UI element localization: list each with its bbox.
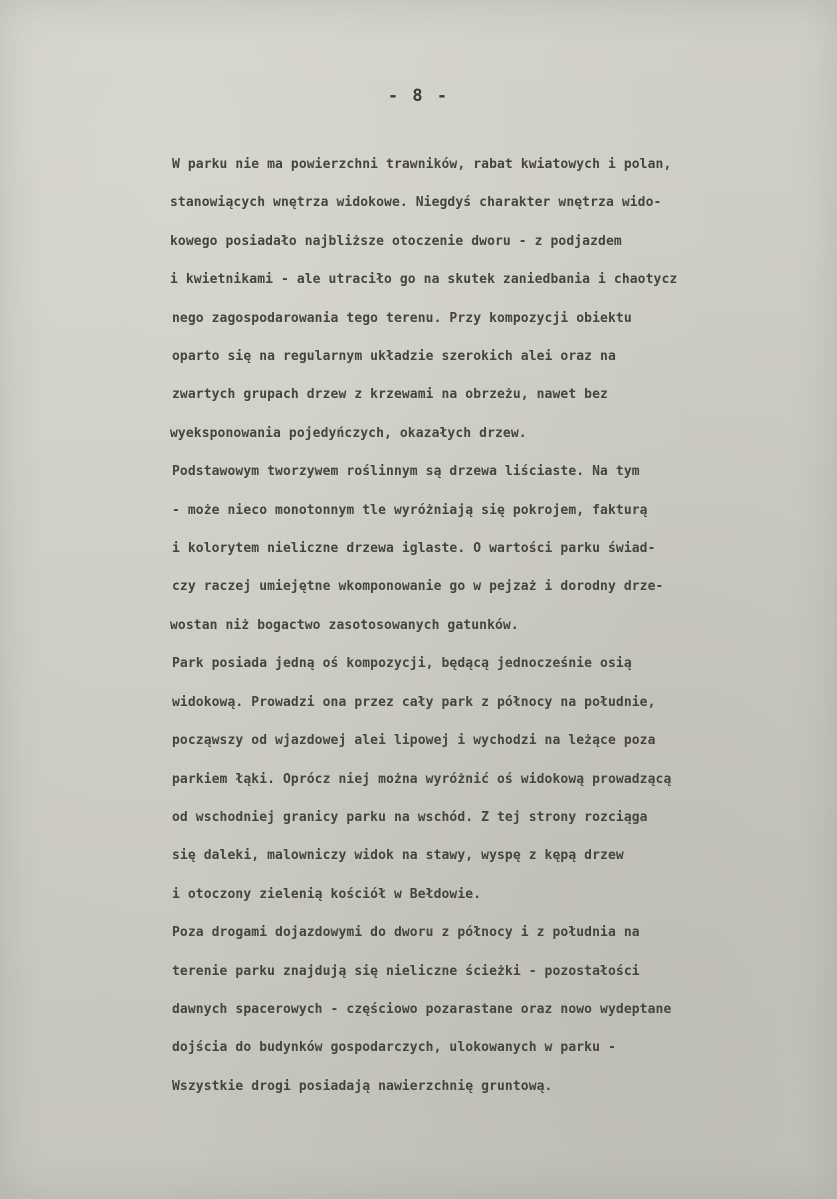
text-line: Poza drogami dojazdowymi do dworu z północy i z południa na <box>172 925 640 941</box>
text-line: Park posiada jedną oś kompozycji, będącą jednocześnie osią <box>172 656 632 672</box>
text-line: czy raczej umiejętne wkomponowanie go w pejzaż i dorodny drze- <box>172 579 664 595</box>
text-line: parkiem łąki. Oprócz niej można wyróżnić oś widokową prowadzącą <box>172 771 672 787</box>
text-line: terenie parku znajdują się nieliczne ścieżki - pozostałości <box>172 963 640 979</box>
text-line: Podstawowym tworzywem roślinnym są drzewa liściaste. Na tym <box>172 464 640 480</box>
paragraph-2 <box>172 453 812 645</box>
text-line: stanowiących wnętrza widokowe. Niegdyś charakter wnętrza wido- <box>170 195 662 211</box>
text-line: począwszy od wjazdowej alei lipowej i wychodzi na leżące poza <box>172 733 656 749</box>
text-line: - może nieco monotonnym tle wyróżniają się pokrojem, fakturą <box>172 502 648 518</box>
paragraph-1 <box>172 146 812 453</box>
paragraph-4 <box>172 914 812 1106</box>
text-line: Wszystkie drogi posiadają nawierzchnię gruntową. <box>172 1078 553 1094</box>
text-line: dojścia do budynków gospodarczych, ulokowanych w parku - <box>172 1040 616 1056</box>
text-line: oparto się na regularnym układzie szerokich alei oraz na <box>172 349 616 365</box>
text-line: dawnych spacerowych - częściowo pozarastane oraz nowo wydeptane <box>172 1001 672 1017</box>
text-line: W parku nie ma powierzchni trawników, rabat kwiatowych i polan, <box>172 157 672 172</box>
text-line: i kolorytem nieliczne drzewa iglaste. O wartości parku świad- <box>172 541 656 557</box>
text-line: widokową. Prowadzi ona przez cały park z północy na południe, <box>172 694 656 710</box>
document-body <box>172 146 812 1106</box>
paragraph-3 <box>172 645 812 914</box>
text-line: i otoczony zielenią kościół w Bełdowie. <box>172 886 482 902</box>
text-line: zwartych grupach drzew z krzewami na obrzeżu, nawet bez <box>172 387 608 403</box>
page-number: - 8 - <box>387 86 450 106</box>
text-line: od wschodniej granicy parku na wschód. Z tej strony rozciąga <box>172 809 648 825</box>
text-line: nego zagospodarowania tego terenu. Przy kompozycji obiektu <box>172 310 632 326</box>
text-line: wostan niż bogactwo zasotosowanych gatunków. <box>170 617 519 633</box>
text-line: kowego posiadało najbliższe otoczenie dworu - z podjazdem <box>170 233 622 249</box>
text-line: i kwietnikami - ale utraciło go na skutek zaniedbania i chaotycz <box>170 272 678 288</box>
text-line: się daleki, malowniczy widok na stawy, wyspę z kępą drzew <box>172 848 624 864</box>
text-line: wyeksponowania pojedyńczych, okazałych drzew. <box>170 425 527 441</box>
